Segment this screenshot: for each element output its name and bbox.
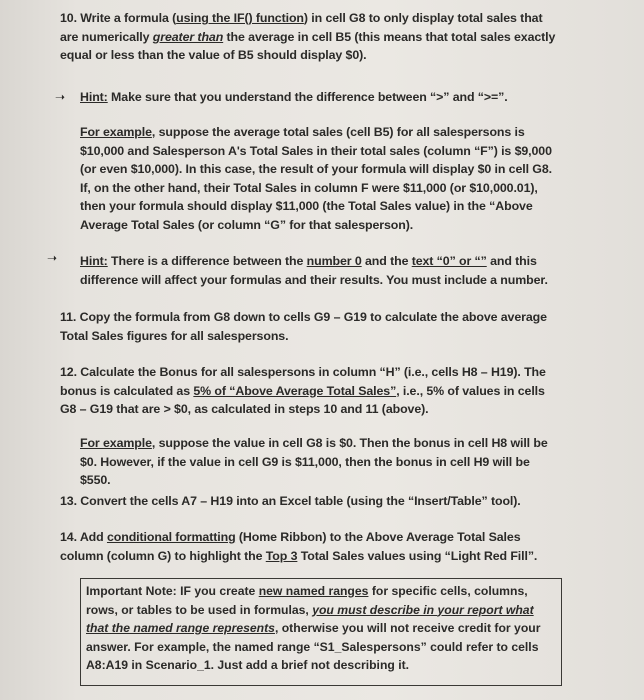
item-11: 11. Copy the formula from G8 down to cells G9 – G19 to calculate the above average Total Sales figures for all salespersons. <box>60 310 547 343</box>
item-13: 13. Convert the cells A7 – H19 into an Excel table (using the “Insert/Table” tool). <box>60 494 521 508</box>
hint-2: Hint: There is a difference between the number 0 and the text “0” or “” and this difference will affect your formulas and their results. You must include a number. <box>80 254 548 287</box>
arrow-right-icon: ➝ <box>55 90 66 104</box>
arrow-right-icon: ➝ <box>47 251 58 265</box>
item-number: 13. <box>60 494 77 508</box>
item-12: 12. Calculate the Bonus for all salespersons in column “H” (i.e., cells H8 – H19). The bonus is calculated as 5% of “Above Average Total Sales”, i.e., 5% of values in cells G8 – G19 that are > $0, as calculated in steps 10 and 11 (above). <box>60 365 546 416</box>
important-note-box <box>80 578 562 686</box>
item-number: 12. <box>60 365 77 379</box>
item-number: 14. <box>60 530 77 544</box>
example-1: For example, suppose the average total sales (cell B5) for all salespersons is $10,000 and Salesperson A's Total Sales in their total sales (column “F”) is $9,000 (or even $10,000). In this case, the result of your formula will display $0 in cell G8. If, on the other hand, their Total Sales in column F were $11,000 (or $10,000.01), then your formula should display $11,000 (the Total Sales value) in the “Above Average Total Sales (or column “G” for that salesperson). <box>80 125 552 232</box>
item-number: 10. <box>60 11 77 25</box>
item-14: 14. Add conditional formatting (Home Ribbon) to the Above Average Total Sales column (column G) to highlight the Top 3 Total Sales values using “Light Red Fill”. <box>60 530 538 563</box>
item-number: 11. <box>60 310 77 324</box>
important-note-text: Important Note: IF you create new named ranges for specific cells, columns, rows, or tables to be used in formulas, you must describe in your report what that the named range represents, otherwise you will not receive credit for your answer. For example, the named range “S1_Salespersons” could refer to cells A8:A19 in Scenario_1. Just add a brief not describing it. <box>86 584 541 672</box>
example-2: For example, suppose the value in cell G8 is $0. Then the bonus in cell H8 will be $0. However, if the value in cell G9 is $11,000, then the bonus in cell H9 will be $550. <box>80 436 548 487</box>
hint-1: Hint: Make sure that you understand the difference between “>” and “>=”. <box>80 90 508 104</box>
item-10: 10. Write a formula (using the IF() function) in cell G8 to only display total sales that are numerically greater than the average in cell B5 (this means that total sales exactly equal or less than the value of B5 should display $0). <box>60 11 556 62</box>
